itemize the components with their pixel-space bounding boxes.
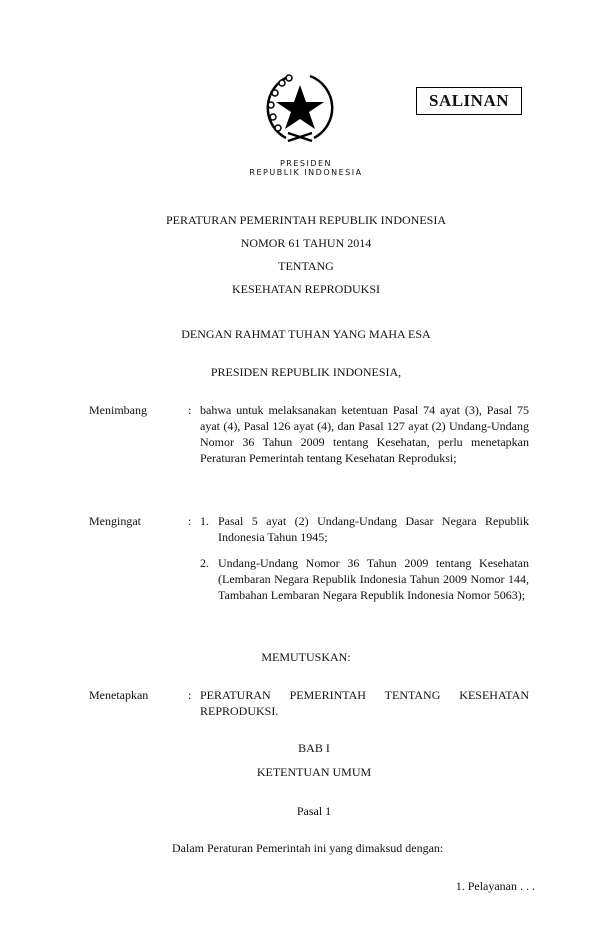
item-text: Undang-Undang Nomor 36 Tahun 2009 tentang Kesehatan (Lembaran Negara Republik Indonesia Tahun 2009 Nomor 144, Tambahan Lembaran Negara Republik Indonesia Nomor 5063); (218, 556, 529, 602)
pasal-intro: Dalam Peraturan Pemerintah ini yang dimaksud dengan: (172, 841, 444, 855)
menimbang-text: bahwa untuk melaksanakan ketentuan Pasal 74 ayat (3), Pasal 75 ayat (4), Pasal 126 ayat (4), dan Pasal 127 ayat (2) Undang-Undang Nomor 36 Tahun 2009 tentang Kesehatan, perlu menetapkan Peraturan Pemerintah tentang Kesehatan Reproduksi; (200, 403, 529, 465)
menetapkan-label: Menetapkan (89, 688, 149, 702)
garuda-star-emblem-icon (262, 71, 338, 145)
item-text: Pasal 5 ayat (2) Undang-Undang Dasar Negara Republik Indonesia Tahun 1945; (218, 514, 529, 544)
title-line-2: NOMOR 61 TAHUN 2014 (240, 236, 372, 250)
title-line-3: TENTANG (278, 259, 334, 273)
item-number: 1. (200, 514, 209, 528)
mengingat-item (200, 513, 529, 545)
rahmat-line: DENGAN RAHMAT TUHAN YANG MAHA ESA (181, 327, 431, 341)
salinan-stamp: SALINAN (416, 87, 522, 115)
title-line-4: KESEHATAN REPRODUKSI (231, 282, 381, 296)
president-line: PRESIDEN REPUBLIK INDONESIA, (210, 365, 402, 379)
office-line-2: REPUBLIK INDONESIA (249, 168, 363, 177)
mengingat-colon: : (188, 514, 192, 528)
mengingat-label: Mengingat (89, 514, 141, 528)
pasal-heading: Pasal 1 (296, 804, 332, 818)
mengingat-item (200, 555, 529, 603)
page-continuation: 1. Pelayanan . . . (455, 879, 535, 893)
menetapkan-colon: : (188, 688, 192, 702)
bab-number: BAB I (298, 741, 330, 755)
title-line-1: PERATURAN PEMERINTAH REPUBLIK INDONESIA (165, 213, 447, 227)
menetapkan-text: PERATURAN PEMERINTAH TENTANG KESEHATAN REPRODUKSI. (200, 688, 529, 718)
menimbang-label: Menimbang (89, 403, 147, 417)
menimbang-colon: : (188, 403, 192, 417)
bab-title: KETENTUAN UMUM (256, 765, 372, 779)
memutuskan-heading: MEMUTUSKAN: (261, 650, 351, 664)
item-number: 2. (200, 556, 209, 570)
office-line-1: PRESIDEN (279, 159, 333, 168)
